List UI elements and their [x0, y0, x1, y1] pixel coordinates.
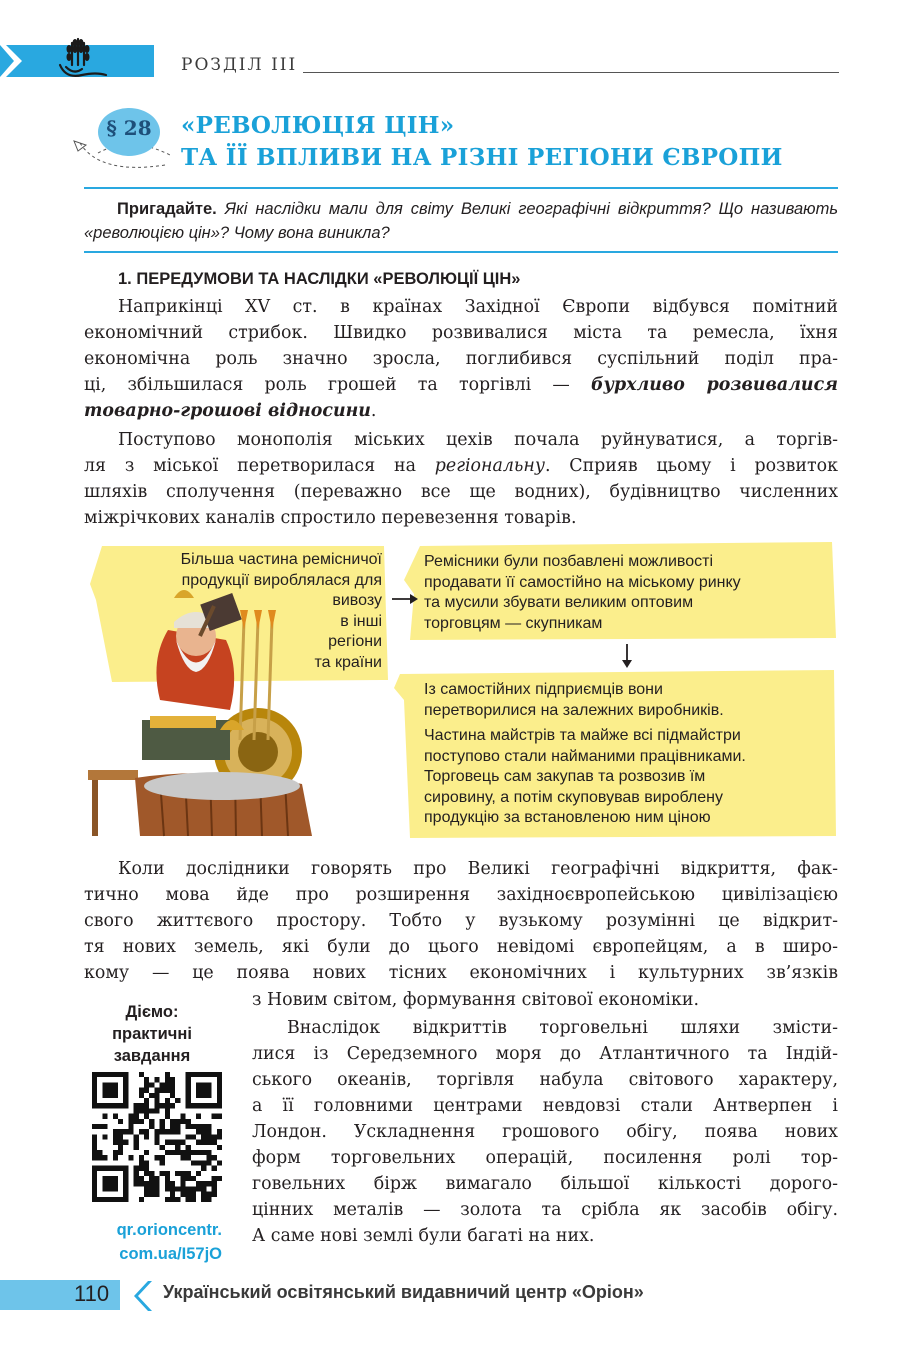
body-line — [84, 372, 838, 398]
recall-text: Які наслідки мали для світу Великі географічні відкриття? Що називають «революцією цін»? Чому вона виникла? — [84, 200, 838, 242]
paragraph-number: § 28 — [106, 116, 152, 140]
body-line: цінних металів — золота та срібла як засобів обігу. — [252, 1200, 838, 1220]
scheme-right-text-1 — [424, 552, 824, 634]
body-line: ського океанів, торгівля набула світового характеру, — [252, 1070, 838, 1090]
body-line: Коли дослідники говорять про Великі географічні відкриття, фак- — [118, 859, 838, 879]
italic-text: регіональну — [434, 456, 545, 476]
body-line: Внаслідок відкриттів торговельні шляхи змісти- — [287, 1018, 838, 1038]
wheat-book-logo-icon — [52, 35, 110, 81]
body-line: А саме нові землі були багаті на них. — [252, 1226, 595, 1246]
body-line: Лондон. Ускладнення грошового обігу, поява нових — [252, 1122, 838, 1142]
scheme-text-line: Із самостійних підприємців вони — [424, 681, 663, 698]
recall-top-rule — [84, 187, 838, 189]
scheme-text-line: регіони — [328, 633, 382, 650]
side-title-line: завдання — [113, 1047, 191, 1065]
scheme-text-line: продукцію за встановленою ним ціною — [424, 809, 711, 826]
page-title-line2: ТА ЇЇ ВПЛИВИ НА РІЗНІ РЕГІОНИ ЄВРОПИ — [181, 144, 783, 171]
body-line: кому — це поява нових тісних економічних і культурних зв’язків — [84, 963, 838, 983]
body-line: з Новим світом, формування світової економіки. — [252, 990, 699, 1010]
body-line: тя нових земель, які були до цього невідомі європейцям, а в широ- — [84, 937, 838, 957]
scheme-text-line: перетворилися на залежних виробників. — [424, 701, 724, 719]
qr-link-line: com.ua/I57jO — [119, 1245, 222, 1263]
body-text: . — [370, 401, 377, 421]
qr-code[interactable] — [92, 1072, 222, 1202]
scheme-text-line: продавати її самостійно на міському ринку — [424, 573, 741, 591]
emphasis-text: бурхливо розвивалися — [591, 375, 838, 395]
body-line: шляхів сполучення (переважно все ще водних), будівництво численних — [84, 482, 838, 502]
scheme-left-text — [110, 550, 382, 673]
scheme-text-line: Більша частина ремісничої — [180, 551, 382, 568]
body-line: говельних бірж вимагало більшої кількості дорого- — [252, 1174, 838, 1194]
body-line: Наприкінці XV ст. в країнах Західної Європи відбувся помітний — [118, 297, 838, 317]
body-line: економічний стрибок. Швидко розвивалися міста та ремесла, їхня — [84, 323, 838, 343]
body-line: економічна роль значно зросла, поглибився суспільний поділ пра- — [84, 349, 838, 369]
body-text: . Сприяв цьому і розвиток — [544, 456, 838, 476]
body-line: свого життєвого простору. Тобто у вузькому розумінні це відкрит- — [84, 911, 838, 931]
header-rule — [303, 72, 839, 73]
recall-bottom-rule — [84, 251, 838, 253]
scheme-text-line: сировину, а потім скуповував вироблену — [424, 788, 723, 806]
body-line: лися із Середземного моря до Атлантичного та Індій- — [252, 1044, 838, 1064]
scheme-text-line: Частина майстрів та майже всі підмайстри — [424, 727, 741, 744]
scheme-text-line: торговцям — скупникам — [424, 614, 603, 632]
scheme-text-line: продукції вироблялася для — [181, 571, 382, 589]
body-line — [84, 453, 838, 479]
body-line: форм торговельних операцій, посилення ролі тор- — [252, 1148, 838, 1168]
chevron-left-icon — [128, 1281, 152, 1311]
scheme-right-text-2 — [424, 680, 824, 829]
scheme-text-line: та мусили збувати великим оптовим — [424, 594, 694, 611]
scheme-text-line: в інші — [340, 612, 382, 630]
body-text: ці, збільшилася роль грошей та торгівлі — — [84, 375, 591, 395]
scheme-text-line: Торговець сам закупав та розвозив їм — [424, 768, 706, 785]
body-line — [84, 398, 838, 424]
side-title-line: практичні — [112, 1025, 192, 1043]
scheme-text-line: та країни — [314, 653, 382, 671]
body-line: а її головними центрами невдовзі стали Антверпен і — [252, 1096, 838, 1116]
recall-label: Пригадайте. — [117, 200, 217, 218]
scheme-text-line: Ремісники були позбавлені можливості — [424, 553, 713, 570]
chevron-right-icon — [0, 45, 24, 77]
body-line: міжрічкових каналів спростило перевезення товарів. — [84, 508, 577, 528]
section-label: РОЗДІЛ ІІІ — [181, 55, 298, 75]
scheme-text-line: поступово стали найманими працівниками. — [424, 747, 746, 765]
qr-link[interactable] — [84, 1218, 222, 1266]
emphasis-text: товарно-грошові відносини — [84, 401, 371, 421]
publisher-name: Український освітянський видавничий центр «Оріон» — [163, 1282, 644, 1302]
page-number: 110 — [74, 1281, 110, 1306]
qr-link-line: qr.orioncentr. — [116, 1221, 222, 1239]
page-title-line1: «РЕВОЛЮЦІЯ ЦІН» — [181, 112, 455, 139]
arrow-down-icon — [622, 644, 632, 668]
section-heading: 1. ПЕРЕДУМОВИ ТА НАСЛІДКИ «РЕВОЛЮЦІЇ ЦІН» — [118, 270, 521, 288]
practical-tasks-title — [88, 1001, 216, 1067]
body-text: ля з міської перетворилася на — [84, 456, 435, 476]
body-line: Поступово монополія міських цехів почала руйнуватися, а торгів- — [118, 430, 838, 450]
side-title-line: Діємо: — [125, 1003, 179, 1021]
body-line: тично мова йде про розширення західноєвропейською цивілізацією — [84, 885, 838, 905]
recall-box — [84, 197, 838, 245]
scheme-text-line: вивозу — [332, 592, 382, 609]
